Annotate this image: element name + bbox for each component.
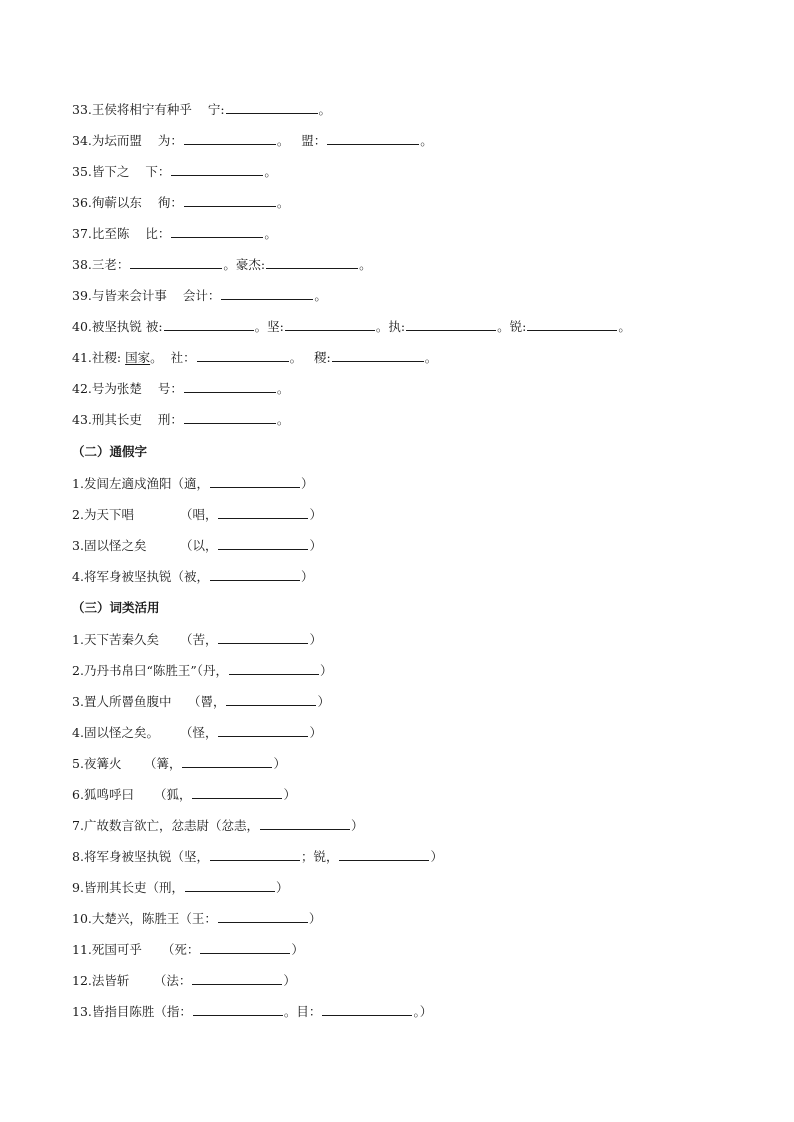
answer-blank[interactable] xyxy=(339,847,429,861)
answer-blank[interactable] xyxy=(218,536,308,550)
answer-blank[interactable] xyxy=(182,754,272,768)
s3-item-8: 8.将军身被坚执锐（坚， ；锐， ） xyxy=(72,849,443,864)
answer-blank[interactable] xyxy=(260,816,350,830)
s3-item-3: 3.置人所罾鱼腹中 （罾， ） xyxy=(72,694,330,709)
answer-blank[interactable] xyxy=(229,661,319,675)
answer-blank[interactable] xyxy=(130,255,222,269)
question-41: 41.社稷: 国家。 社： 。 稷: 。 xyxy=(72,350,438,365)
answer-blank[interactable] xyxy=(218,723,308,737)
answer-blank[interactable] xyxy=(164,317,254,331)
question-42: 42.号为张楚 号： 。 xyxy=(72,381,290,396)
question-35: 35.皆下之 下： 。 xyxy=(72,164,277,179)
answer-blank[interactable] xyxy=(192,785,282,799)
answer-blank[interactable] xyxy=(200,940,290,954)
answer-blank[interactable] xyxy=(327,131,419,145)
s3-item-12: 12.法皆斩 （法： ） xyxy=(72,973,296,988)
question-37: 37.比至陈 比： 。 xyxy=(72,226,277,241)
answer-blank[interactable] xyxy=(266,255,358,269)
item-label: 宁: xyxy=(207,102,225,117)
answer-blank[interactable] xyxy=(226,692,316,706)
question-number: 33. xyxy=(72,102,92,117)
s3-item-1: 1.天下苦秦久矣 （苦， ） xyxy=(72,632,322,647)
s3-item-9: 9.皆刑其长吏（刑， ） xyxy=(72,880,289,895)
s3-item-2: 2.乃丹书帛曰“陈胜王”（丹， ） xyxy=(72,663,333,678)
answer-blank[interactable] xyxy=(218,505,308,519)
answer-blank[interactable] xyxy=(218,630,308,644)
question-39: 39.与皆来会计事 会计： 。 xyxy=(72,288,327,303)
s3-item-11: 11.死国可乎 （死： ） xyxy=(72,942,304,957)
question-40: 40.被坚执锐 被: 。坚: 。执: 。锐: 。 xyxy=(72,319,631,334)
answer-blank[interactable] xyxy=(185,878,275,892)
answer-blank[interactable] xyxy=(192,971,282,985)
underlined-answer: 国家 xyxy=(125,350,151,365)
answer-blank[interactable] xyxy=(184,193,276,207)
s3-item-6: 6.狐鸣呼曰 （狐， ） xyxy=(72,787,296,802)
answer-blank[interactable] xyxy=(221,286,313,300)
s2-item-1: 1.发闾左適戍渔阳（適， ） xyxy=(72,476,314,491)
s3-item-5: 5.夜篝火 （篝， ） xyxy=(72,756,286,771)
s2-item-3: 3.固以怪之矣 （以， ） xyxy=(72,538,322,553)
answer-blank[interactable] xyxy=(285,317,375,331)
s3-item-13: 13.皆指目陈胜（指： 。目： 。） xyxy=(72,1004,433,1019)
question-43: 43.刑其长吏 刑： 。 xyxy=(72,412,290,427)
answer-blank[interactable] xyxy=(171,162,263,176)
s3-item-4: 4.固以怪之矣。 （怪， ） xyxy=(72,725,322,740)
section-heading-cileihuoyong: （三）词类活用 xyxy=(72,600,160,615)
s2-item-4: 4.将军身被坚执锐（被， ） xyxy=(72,569,314,584)
question-34: 34.为坛而盟 为： 。 盟： 。 xyxy=(72,133,433,148)
answer-blank[interactable] xyxy=(226,100,318,114)
section-heading-tongjiazi: （二）通假字 xyxy=(72,444,148,459)
answer-blank[interactable] xyxy=(184,131,276,145)
answer-blank[interactable] xyxy=(210,567,300,581)
answer-blank[interactable] xyxy=(184,410,276,424)
answer-blank[interactable] xyxy=(184,379,276,393)
answer-blank[interactable] xyxy=(210,847,300,861)
answer-blank[interactable] xyxy=(527,317,617,331)
question-33: 33.王侯将相宁有种乎 宁: 。 xyxy=(72,102,332,117)
answer-blank[interactable] xyxy=(197,348,289,362)
answer-blank[interactable] xyxy=(332,348,424,362)
answer-blank[interactable] xyxy=(406,317,496,331)
answer-blank[interactable] xyxy=(210,474,300,488)
answer-blank[interactable] xyxy=(171,224,263,238)
answer-blank[interactable] xyxy=(218,909,308,923)
s3-item-7: 7.广故数言欲亡，忿恚尉（忿恚， ） xyxy=(72,818,364,833)
question-38: 38.三老： 。豪杰: 。 xyxy=(72,257,372,272)
answer-blank[interactable] xyxy=(322,1002,412,1016)
s3-item-10: 10.大楚兴，陈胜王（王： ） xyxy=(72,911,322,926)
answer-blank[interactable] xyxy=(193,1002,283,1016)
question-36: 36.徇蕲以东 徇： 。 xyxy=(72,195,290,210)
question-text: 王侯将相宁有种乎 xyxy=(91,102,192,117)
s2-item-2: 2.为天下唱 （唱， ） xyxy=(72,507,322,522)
